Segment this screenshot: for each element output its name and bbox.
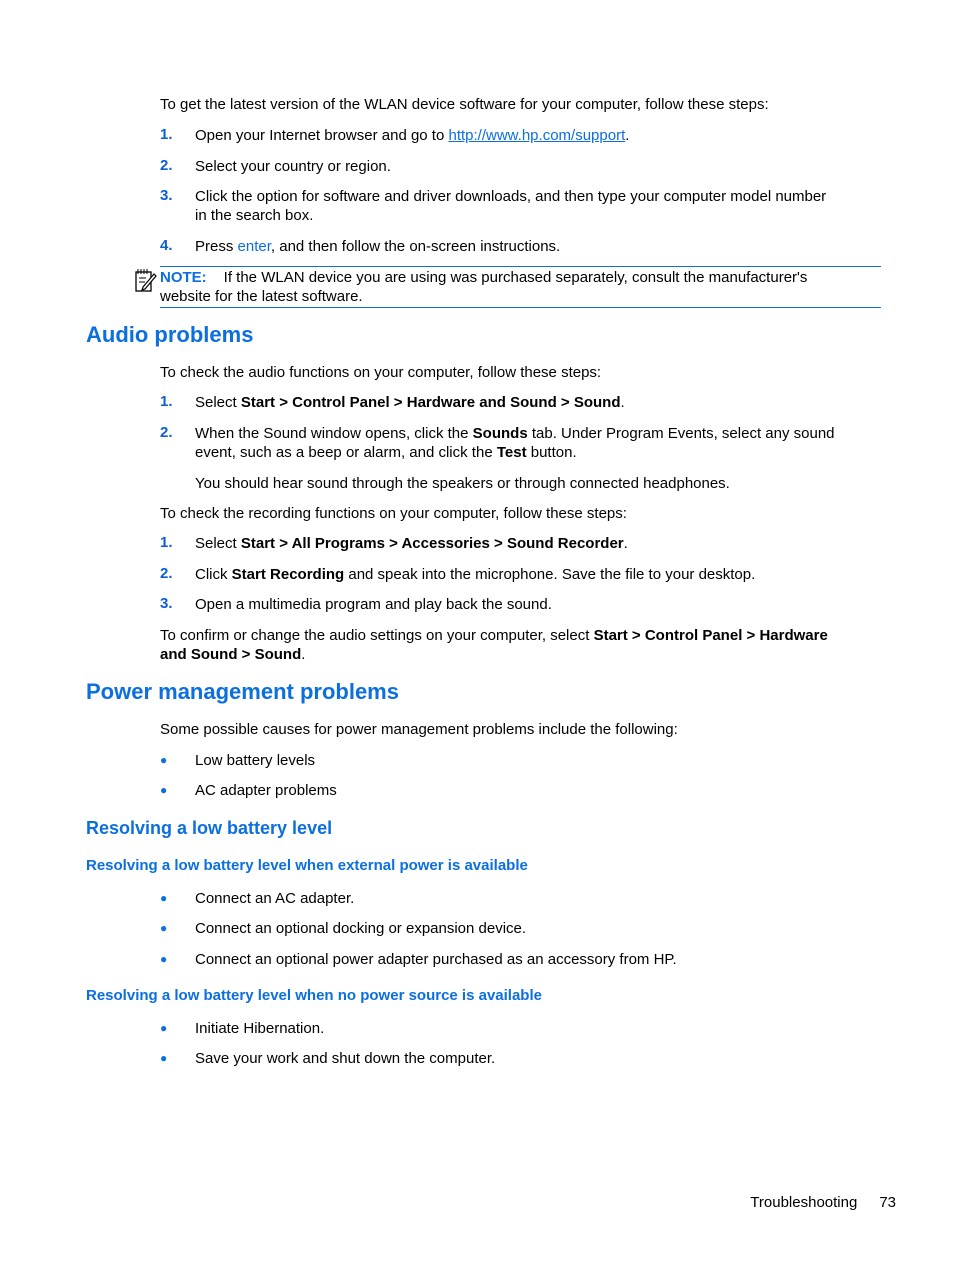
audio-intro: To check the audio functions on your computer, follow these steps:: [160, 364, 602, 381]
step-number: 3.: [160, 187, 173, 204]
list-item: Connect an optional power adapter purchased as an accessory from HP.: [195, 951, 677, 968]
step-number: 4.: [160, 237, 173, 254]
bullet-icon: ●: [160, 891, 168, 905]
wlan-intro: To get the latest version of the WLAN device software for your computer, follow these steps:: [160, 96, 769, 113]
wlan-step-2: Select your country or region.: [195, 158, 391, 175]
step-number: 1.: [160, 393, 173, 410]
note-text: NOTE: If the WLAN device you are using was purchased separately, consult the manufacturer's website for the latest software.: [160, 269, 808, 305]
note-pencil-icon: [134, 268, 158, 294]
list-item: Initiate Hibernation.: [195, 1020, 325, 1037]
step-number: 2.: [160, 424, 173, 441]
list-item: Connect an optional docking or expansion device.: [195, 920, 527, 937]
recording-step-1: Select Start > All Programs > Accessories > Sound Recorder.: [195, 535, 628, 552]
step-number: 2.: [160, 157, 173, 174]
wlan-step-1: Open your Internet browser and go to http://www.hp.com/support.: [195, 127, 630, 144]
page-footer: [750, 1193, 896, 1212]
step-number: 3.: [160, 595, 173, 612]
list-item: Low battery levels: [195, 752, 316, 769]
bullet-icon: ●: [160, 753, 168, 767]
no-power-heading: Resolving a low battery level when no power source is available: [86, 987, 542, 1004]
recording-step-3: Open a multimedia program and play back the sound.: [195, 596, 552, 613]
hp-support-link[interactable]: http://www.hp.com/support: [448, 127, 626, 144]
audio-step-2: When the Sound window opens, click the Sounds tab. Under Program Events, select any sound event, such as a beep or alarm, and click the Test button.: [195, 425, 835, 461]
recording-step-2: Click Start Recording and speak into the microphone. Save the file to your desktop.: [195, 566, 756, 583]
power-intro: Some possible causes for power management problems include the following:: [160, 721, 678, 738]
page-number: 73: [879, 1194, 896, 1211]
bullet-icon: ●: [160, 1051, 168, 1065]
list-item: Connect an AC adapter.: [195, 890, 355, 907]
bullet-icon: ●: [160, 783, 168, 797]
bullet-icon: ●: [160, 921, 168, 935]
list-item: Save your work and shut down the computer.: [195, 1050, 496, 1067]
bullet-icon: ●: [160, 1021, 168, 1035]
step-number: 1.: [160, 126, 173, 143]
wlan-step-4: Press enter, and then follow the on-screen instructions.: [195, 238, 561, 255]
wlan-step-3: Click the option for software and driver downloads, and then type your computer model number in the search box.: [195, 188, 827, 224]
power-problems-heading: Power management problems: [86, 679, 399, 704]
low-battery-heading: Resolving a low battery level: [86, 818, 333, 838]
audio-confirm-text: To confirm or change the audio settings on your computer, select Start > Control Panel > Hardware and Sound > Sound.: [160, 627, 828, 663]
list-item: AC adapter problems: [195, 782, 337, 799]
step-number: 1.: [160, 534, 173, 551]
audio-problems-heading: Audio problems: [86, 322, 254, 347]
enter-key-label: enter: [237, 238, 271, 255]
footer-section: Troubleshooting: [750, 1194, 858, 1211]
step-number: 2.: [160, 565, 173, 582]
external-power-heading: Resolving a low battery level when external power is available: [86, 857, 528, 874]
bullet-icon: ●: [160, 952, 168, 966]
audio-hear-text: You should hear sound through the speakers or through connected headphones.: [195, 475, 730, 492]
audio-step-1: Select Start > Control Panel > Hardware and Sound > Sound.: [195, 394, 625, 411]
note-label: NOTE:: [160, 269, 207, 286]
recording-intro: To check the recording functions on your computer, follow these steps:: [160, 505, 627, 522]
